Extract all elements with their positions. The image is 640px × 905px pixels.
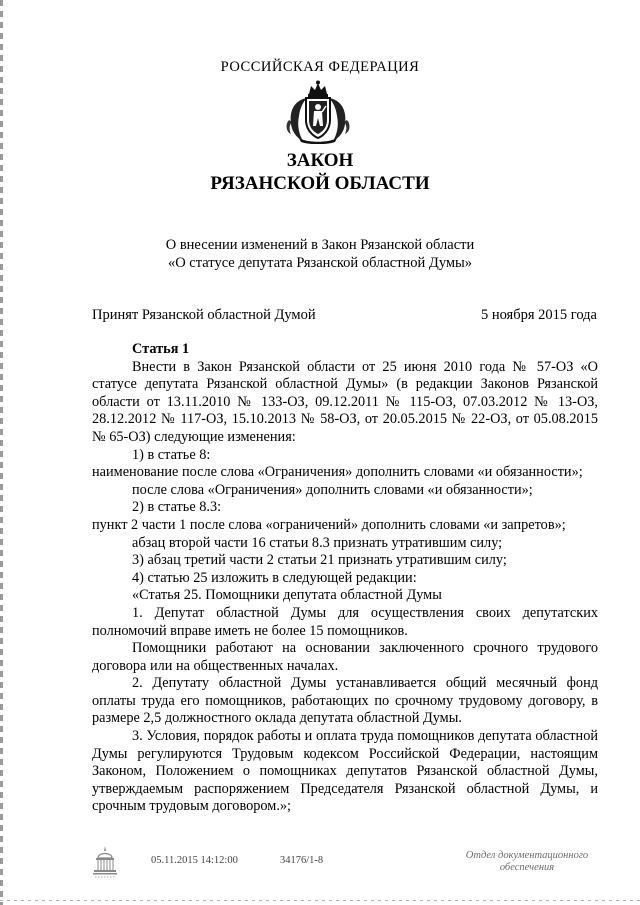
footer-doc-number: 34176/1-8 — [280, 855, 324, 866]
paragraph: 1) в статье 8: — [132, 446, 211, 463]
country-name: РОССИЙСКАЯ ФЕДЕРАЦИЯ — [220, 59, 420, 75]
paragraph: после слова «Ограничения» дополнить словами «и обязанности»; — [132, 481, 533, 498]
law-subject-line1: О внесении изменений в Закон Рязанской области — [165, 237, 475, 253]
scan-bottom-edge — [0, 900, 640, 901]
footer-timestamp: 05.11.2015 14:12:00 — [151, 855, 238, 866]
law-title-line2: РЯЗАНСКОЙ ОБЛАСТИ — [210, 173, 430, 194]
law-subject — [0, 236, 640, 272]
coat-of-arms-icon — [285, 80, 351, 144]
paragraph: 3) абзац третий части 2 статьи 21 признать утратившим силу; — [132, 552, 507, 569]
paragraph: 4) статью 25 изложить в следующей редакции: — [132, 569, 417, 586]
stamp-line2: обеспечения — [499, 862, 555, 873]
paragraph: 3. Условия, порядок работы и оплата труда помощников депутата областной Думы регулируются Трудовым кодексом Российской Федерации, настоящим Законом, Положением о помощниках депутатов Рязанской областной Думы, утверждаемым распоряжением Председателя Рязанской областной Думы, и срочным трудовым договором.»; — [92, 728, 598, 815]
law-body — [92, 341, 598, 816]
paragraph: абзац второй части 16 статьи 8.3 признать утратившим силу; — [132, 534, 503, 551]
paragraph: наименование после слова «Ограничения» дополнить словами «и обязанности»; — [92, 464, 583, 481]
page-footer — [0, 846, 640, 886]
department-stamp — [452, 850, 602, 874]
scan-left-edge — [0, 0, 3, 905]
law-subject-line2: «О статусе депутата Рязанской областной Думы» — [167, 255, 473, 271]
paragraph: 2. Депутату областной Думы устанавливается общий месячный фонд оплаты труда его помощников, работающих по срочному трудовому договору, в размере 2,5 должностного оклада депутата областной Думы. — [92, 675, 598, 727]
paragraph: пункт 2 части 1 после слова «ограничений» дополнить словами «и запретов»; — [92, 516, 566, 533]
article-heading: Статья 1 — [132, 341, 190, 357]
stamp-line1: Отдел документационного — [465, 850, 589, 861]
duma-building-icon — [92, 844, 118, 880]
paragraph: 1. Депутат областной Думы для осуществления своих депутатских полномочий вправе иметь не более 15 помощников. — [92, 604, 598, 639]
paragraph: «Статья 25. Помощники депутата областной Думы — [132, 587, 442, 604]
law-title — [0, 149, 640, 195]
paragraph: Помощники работают на основании заключенного срочного трудового договора или на общественных началах. — [92, 640, 598, 674]
paragraph: 2) в статье 8.3: — [132, 499, 222, 516]
adopted-by: Принят Рязанской областной Думой — [92, 307, 316, 323]
adoption-date: 5 ноября 2015 года — [480, 307, 597, 323]
paragraph: Внести в Закон Рязанской области от 25 июня 2010 года № 57-ОЗ «О статусе депутата Рязанской областной Думы» (в редакции Законов Рязанской области от 13.11.2010 № 133-ОЗ, 09.12.2011 № 115-ОЗ, 07.03.2012 № 13-ОЗ, 28.12.2012 № 117-ОЗ, 15.10.2013 № 58-ОЗ, от 20.05.2015 № 22-ОЗ, от 05.08.2015 № 65-ОЗ) следующие изменения: — [92, 358, 598, 445]
law-title-line1: ЗАКОН — [286, 150, 354, 171]
